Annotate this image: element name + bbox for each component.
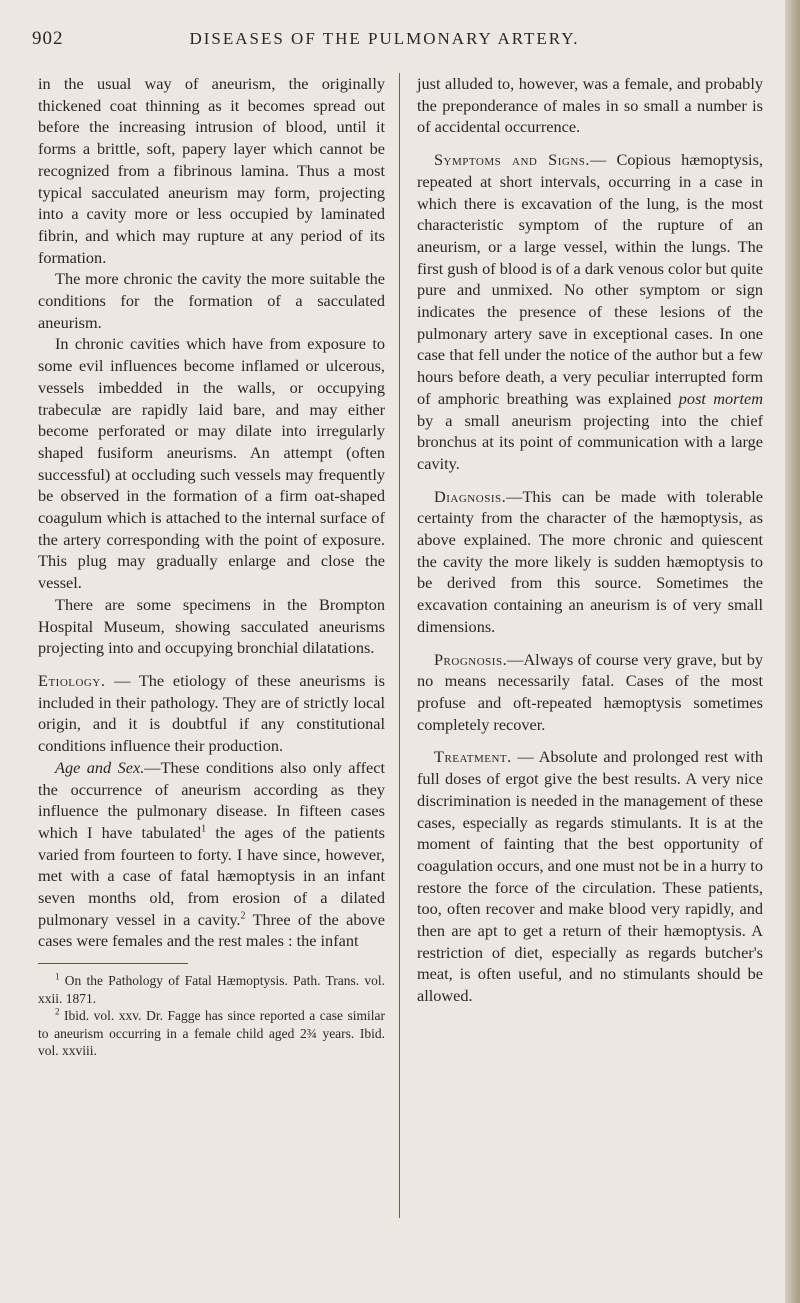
section-heading: Symptoms and Signs. xyxy=(434,150,590,170)
section-heading: Treatment. xyxy=(434,747,512,767)
prognosis-section xyxy=(417,649,763,736)
footnote-ref[interactable]: 2 xyxy=(240,910,246,922)
section-text: —These conditions also only affect the occurrence of aneurism according as they influence the pulmonary disease. In fifteen cases which I have tabulated xyxy=(38,757,385,842)
etiology-section xyxy=(38,670,385,757)
paragraph: in the usual way of aneurism, the originally thickened coat thinning as it becomes spread out before the increasing intrusion of blood, until it forms a brittle, soft, papery layer which cannot be recognized from a fibrinous lamina. Thus a most typical sacculated aneurism may form, projecting into a cavity more or less occupied by laminated fibrin, and which may rupture at any period of its formation. xyxy=(38,74,385,267)
section-text: —Always of course very grave, but by no means necessarily fatal. Cases of the most profuse and oft-repeated hæmoptysis sometimes completely recover. xyxy=(417,649,763,734)
running-title: DISEASES OF THE PULMONARY ARTERY. xyxy=(189,29,580,48)
diagnosis-section xyxy=(417,486,763,638)
treatment-section xyxy=(417,746,763,1006)
section-heading: Etiology. xyxy=(38,670,106,690)
section-text: the ages of the patients varied from fourteen to forty. I have since, however, met with a case of fatal hæmoptysis in an infant seven months old, from erosion of a dilated pulmonary vessel in a cavity. xyxy=(38,822,386,929)
right-column xyxy=(417,73,763,1007)
paragraph: There are some specimens in the Brompton Hospital Museum, showing sacculated aneurisms projecting into and occupying bronchial dilatations. xyxy=(38,594,385,658)
footnote-number: 2 xyxy=(55,1006,60,1017)
section-text: —This can be made with tolerable certainty from the character of the hæmoptysis, as above explained. The more chronic and quiescent the cavity the more likely is sudden hæmoptysis to be derived from this source. Sometimes the excavation containing an aneurism is of very small dimensions. xyxy=(417,486,763,636)
footnote-ref[interactable]: 1 xyxy=(201,823,207,835)
section-text: — The etiology of these aneurisms is included in their pathology. They are of strictly local origin, and it is doubtful if any constitutional conditions influence their production. xyxy=(38,670,385,756)
age-sex-section xyxy=(38,757,385,952)
paragraph: just alluded to, however, was a female, and probably the preponderance of males in so small a number is of accidental occurrence. xyxy=(417,74,763,137)
footnote-number: 1 xyxy=(55,971,60,982)
section-text: by a small aneurism projecting into the chief bronchus at its point of communication with a large cavity. xyxy=(417,410,763,473)
footnote-divider xyxy=(38,963,188,964)
section-text: — Absolute and prolonged rest with full doses of ergot give the best results. A very nice discrimination is needed in the management of these cases, especially as regards stimulants. It is at the moment of fainting that the best opportunity of coagulation occurs, and one must not be in a hurry to restore the force of the circulation. These patients, too, often recover and make blood very rapidly, and then are apt to get a return of their hæmoptysis. A restriction of diet, especially as regards butcher's meat, is often useful, and no stimulants should be allowed. xyxy=(417,747,763,1006)
footnote-1 xyxy=(38,972,385,1007)
page-header xyxy=(32,28,737,52)
section-text: — Copious hæmoptysis, repeated at short intervals, occurring in a case in which there is excavation of the lung, is the most characteristic symptom of the rupture of an aneurism, or a large vessel, within the lungs. The first gush of blood is of a dark venous color but quite pure and unmixed. No other symptom or sign indicates the presence of these lesions of the pulmonary artery save in exceptional cases. In one case that fell under the notice of the author but a few hours before death, a very peculiar interrupted form of amphoric breathing was explained xyxy=(417,150,763,408)
paragraph: The more chronic the cavity the more suitable the conditions for the formation of a sacculated aneurism. xyxy=(38,269,385,332)
section-text: Three of the above cases were females and the rest males : the infant xyxy=(38,909,386,951)
paragraph: In chronic cavities which have from exposure to some evil influences become inflamed or ulcerous, vessels imbedded in the walls, or occupying trabeculæ are rapidly laid bare, and may either become perforated or may dilate into irregularly shaped fusiform aneurisms. An attempt (often successful) at occluding such vessels may frequently be observed in the formation of a firm oat-shaped coagulum which is attached to the internal surface of the artery corresponding with the point of exposure. This plug may gradually enlarge and close the vessel. xyxy=(38,334,385,593)
symptoms-section xyxy=(417,149,763,475)
page-number: 902 xyxy=(32,28,64,49)
footnote-text: Ibid. vol. xxv. Dr. Fagge has since reported a case similar to aneurism occurring in a female child aged 2¾ years. Ibid. vol. xxviii. xyxy=(38,1008,385,1059)
italic-term: post mortem xyxy=(678,388,763,408)
left-column xyxy=(38,73,385,1060)
subsection-heading: Age and Sex. xyxy=(55,757,145,777)
section-heading: Prognosis. xyxy=(434,649,508,669)
column-divider xyxy=(399,73,400,1218)
page-edge xyxy=(785,0,800,1303)
footnote-2 xyxy=(38,1007,385,1060)
section-heading: Diagnosis. xyxy=(434,486,507,506)
footnote-text: On the Pathology of Fatal Hæmoptysis. Path. Trans. vol. xxii. 1871. xyxy=(38,973,385,1006)
